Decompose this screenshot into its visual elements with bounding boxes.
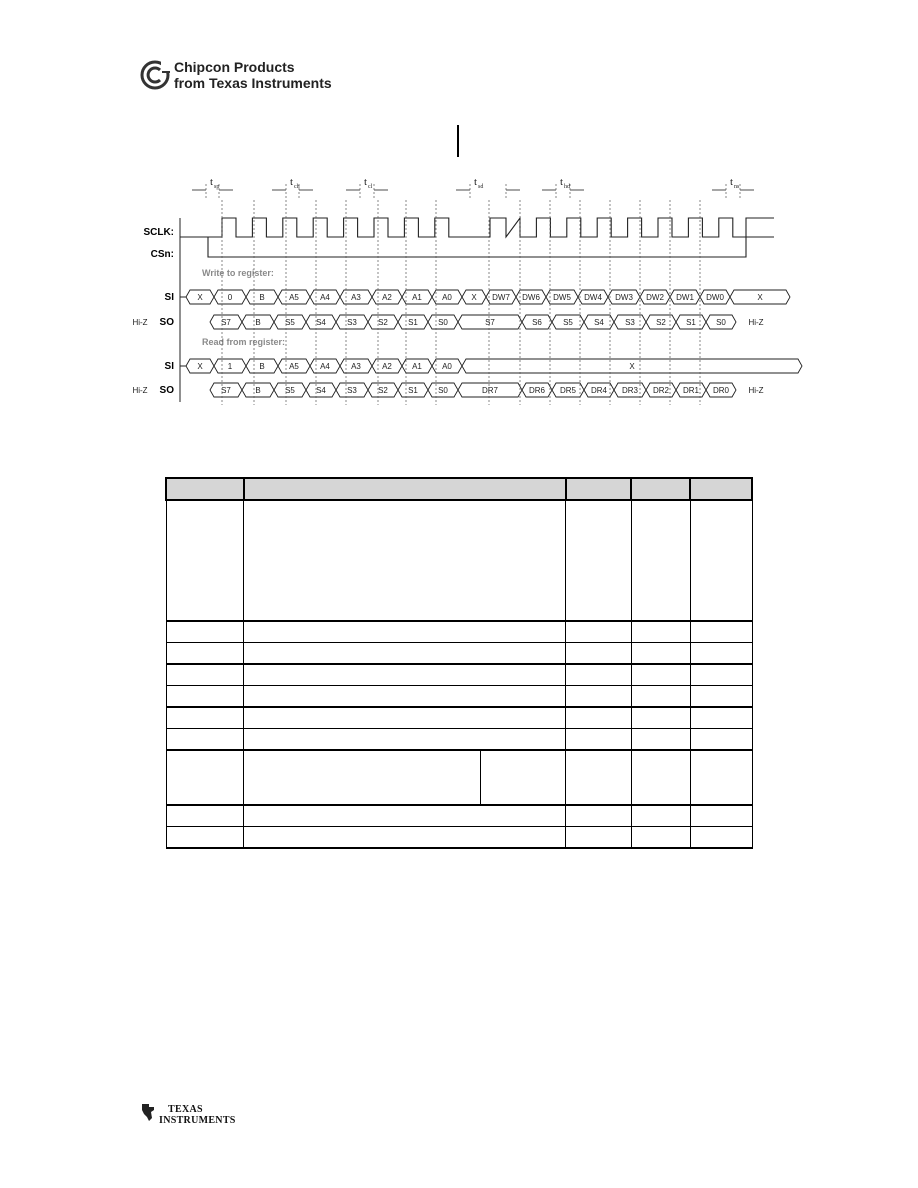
table-cell xyxy=(566,643,632,665)
hiz-label: Hi-Z xyxy=(748,386,764,395)
table-cell xyxy=(631,729,690,751)
table-cell xyxy=(631,805,690,827)
write-si-bit: 0 xyxy=(227,293,233,302)
ti-line-2: INSTRUMENTS xyxy=(159,1115,236,1126)
write-so-bit: B xyxy=(255,318,261,327)
read-si-bit: A3 xyxy=(351,362,361,371)
table-cell xyxy=(566,827,632,849)
ti-state-logo-icon xyxy=(140,1102,158,1122)
write-si-bit: DW7 xyxy=(492,293,510,302)
header-cell xyxy=(244,478,566,500)
table-cell xyxy=(166,664,244,686)
read-si-bit: B xyxy=(259,362,265,371)
csn-waveform xyxy=(180,237,774,257)
table-row xyxy=(166,805,752,827)
table-row xyxy=(166,686,752,708)
tparam-subscript: hd xyxy=(564,184,570,190)
table-row xyxy=(166,621,752,643)
signal-label: SI xyxy=(164,292,174,303)
table-cell xyxy=(166,750,244,805)
read-so-bit: S4 xyxy=(316,386,326,395)
tparam-name: t xyxy=(364,176,368,188)
table-cell xyxy=(631,500,690,621)
write-si-bit: A2 xyxy=(382,293,392,302)
table-cell xyxy=(631,686,690,708)
table-cell xyxy=(566,621,632,643)
write-si-bit: B xyxy=(259,293,265,302)
chipcon-logo-icon xyxy=(140,60,170,90)
tparam-subscript: sd xyxy=(478,184,484,190)
write-so-bit: S0 xyxy=(716,318,726,327)
table-row xyxy=(166,500,752,621)
read-so-bit: DR1 xyxy=(682,386,700,395)
table-row xyxy=(166,707,752,729)
signal-label: SCLK: xyxy=(143,227,174,238)
write-si-bit: DW0 xyxy=(706,293,724,302)
table-cell xyxy=(631,827,690,849)
read-so-bit: DR4 xyxy=(590,386,608,395)
write-so-bit: S3 xyxy=(625,318,635,327)
read-si-bit: A1 xyxy=(412,362,422,371)
read-so-bit: DR0 xyxy=(712,386,730,395)
table-row xyxy=(166,664,752,686)
header-line-1: Chipcon Products xyxy=(174,59,295,75)
table-cell xyxy=(690,500,752,621)
write-si-bit: X xyxy=(757,293,763,302)
read-si-bit: X xyxy=(629,362,635,371)
table-cell xyxy=(244,643,566,665)
read-so-bit: DR2 xyxy=(652,386,670,395)
table-row xyxy=(166,827,752,849)
table-cell xyxy=(690,664,752,686)
table-cell xyxy=(244,664,566,686)
write-si-bit: X xyxy=(197,293,203,302)
signal-label: SO xyxy=(159,385,174,396)
read-section-label: Read from register: xyxy=(202,337,286,347)
write-si-bit: DW5 xyxy=(553,293,571,302)
hiz-label: Hi-Z xyxy=(748,318,764,327)
read-si-bit: X xyxy=(197,362,203,371)
write-si-bit: A3 xyxy=(351,293,361,302)
tparam-subscript: ch xyxy=(294,184,300,190)
table-cell xyxy=(166,827,244,849)
table-cell xyxy=(244,827,566,849)
write-si-bit: X xyxy=(471,293,477,302)
table-cell xyxy=(566,686,632,708)
table-cell xyxy=(566,805,632,827)
read-so-bit: S5 xyxy=(285,386,295,395)
header-cell xyxy=(566,478,632,500)
table-cell xyxy=(690,621,752,643)
table-cell xyxy=(631,621,690,643)
tparam-name: t xyxy=(730,176,734,188)
write-si-bit: A1 xyxy=(412,293,422,302)
write-so-bit: S5 xyxy=(563,318,573,327)
write-so-bit: S2 xyxy=(656,318,666,327)
table-cell xyxy=(244,686,566,708)
timing-parameters xyxy=(192,176,754,198)
read-so-bit: DR7 xyxy=(481,386,499,395)
table-cell xyxy=(631,643,690,665)
tparam-name: t xyxy=(560,176,564,188)
table-cell xyxy=(690,686,752,708)
table-cell xyxy=(166,643,244,665)
write-so-bit: S7 xyxy=(485,318,495,327)
hiz-label: Hi-Z xyxy=(132,318,148,327)
waveforms xyxy=(180,218,774,402)
header-cell xyxy=(631,478,690,500)
write-so-bit: S4 xyxy=(316,318,326,327)
table-cell xyxy=(244,750,481,805)
write-so-bit: S5 xyxy=(285,318,295,327)
read-so-bit: S0 xyxy=(438,386,448,395)
write-so-bit: S7 xyxy=(221,318,231,327)
write-so-bit: S4 xyxy=(594,318,604,327)
text-cursor xyxy=(457,125,459,157)
tparam-name: t xyxy=(210,176,214,188)
table-cell xyxy=(244,621,566,643)
table-cell xyxy=(566,500,632,621)
table-cell xyxy=(631,664,690,686)
write-si-bit: DW2 xyxy=(646,293,664,302)
table-row xyxy=(166,729,752,751)
ti-line-1: TEXAS xyxy=(168,1104,203,1115)
write-so-bit: S6 xyxy=(532,318,542,327)
read-so-bit: S1 xyxy=(408,386,418,395)
hiz-label: Hi-Z xyxy=(132,386,148,395)
write-section-label: Write to register: xyxy=(202,268,274,278)
tparam-name: t xyxy=(474,176,478,188)
table-cell xyxy=(566,729,632,751)
ti-wordmark xyxy=(159,1104,236,1126)
table-header-row xyxy=(166,478,752,500)
header-cell xyxy=(690,478,752,500)
read-si-bit: A0 xyxy=(442,362,452,371)
tparam-subscript: sp xyxy=(214,184,220,190)
signal-label: SO xyxy=(159,317,174,328)
table-cell xyxy=(481,750,566,805)
write-so-bit: S3 xyxy=(347,318,357,327)
table-cell xyxy=(244,707,566,729)
table-cell xyxy=(690,827,752,849)
table-cell xyxy=(166,707,244,729)
table-cell xyxy=(244,729,566,751)
read-so-bit: DR5 xyxy=(559,386,577,395)
table-cell xyxy=(166,500,244,621)
sclk-waveform xyxy=(180,218,774,237)
table-cell xyxy=(566,750,632,805)
signal-label: SI xyxy=(164,361,174,372)
write-si-bit: DW6 xyxy=(522,293,540,302)
header-title xyxy=(174,59,332,91)
table-cell xyxy=(690,805,752,827)
read-si-bit: A2 xyxy=(382,362,392,371)
write-si-bit: A5 xyxy=(289,293,299,302)
read-so-bit: S3 xyxy=(347,386,357,395)
write-si-bit: A0 xyxy=(442,293,452,302)
write-si-bit: DW1 xyxy=(676,293,694,302)
table-row xyxy=(166,643,752,665)
header-cell xyxy=(166,478,244,500)
write-si-bit: DW4 xyxy=(584,293,602,302)
table-cell xyxy=(631,750,690,805)
table-cell xyxy=(166,805,244,827)
write-so-bit: S2 xyxy=(378,318,388,327)
read-so-bit: DR6 xyxy=(528,386,546,395)
table-cell xyxy=(690,750,752,805)
table-cell xyxy=(166,686,244,708)
signal-label: CSn: xyxy=(150,249,174,260)
table-cell xyxy=(566,664,632,686)
read-so-bit: S2 xyxy=(378,386,388,395)
table-cell xyxy=(690,707,752,729)
table-cell xyxy=(244,500,566,621)
read-so-bit: B xyxy=(255,386,261,395)
tparam-name: t xyxy=(290,176,294,188)
table-cell xyxy=(244,805,566,827)
tparam-subscript: cl xyxy=(368,184,373,190)
spec-table xyxy=(165,477,753,849)
read-so-bit: DR3 xyxy=(621,386,639,395)
spi-timing-diagram xyxy=(134,170,774,410)
table-row xyxy=(166,750,752,805)
write-so-bit: S1 xyxy=(408,318,418,327)
table-cell xyxy=(690,729,752,751)
read-si-bit: A4 xyxy=(320,362,330,371)
write-so-bit: S1 xyxy=(686,318,696,327)
header-line-2: from Texas Instruments xyxy=(174,75,332,91)
read-si-bit: A5 xyxy=(289,362,299,371)
read-si-bit: 1 xyxy=(227,362,233,371)
table-cell xyxy=(631,707,690,729)
table-cell xyxy=(566,707,632,729)
sample-lines xyxy=(222,200,700,405)
table-cell xyxy=(690,643,752,665)
table-cell xyxy=(166,729,244,751)
write-si-bit: A4 xyxy=(320,293,330,302)
table-cell xyxy=(166,621,244,643)
tparam-subscript: ns xyxy=(734,184,740,190)
write-so-bit: S0 xyxy=(438,318,448,327)
read-so-bit: S7 xyxy=(221,386,231,395)
write-si-bit: DW3 xyxy=(615,293,633,302)
